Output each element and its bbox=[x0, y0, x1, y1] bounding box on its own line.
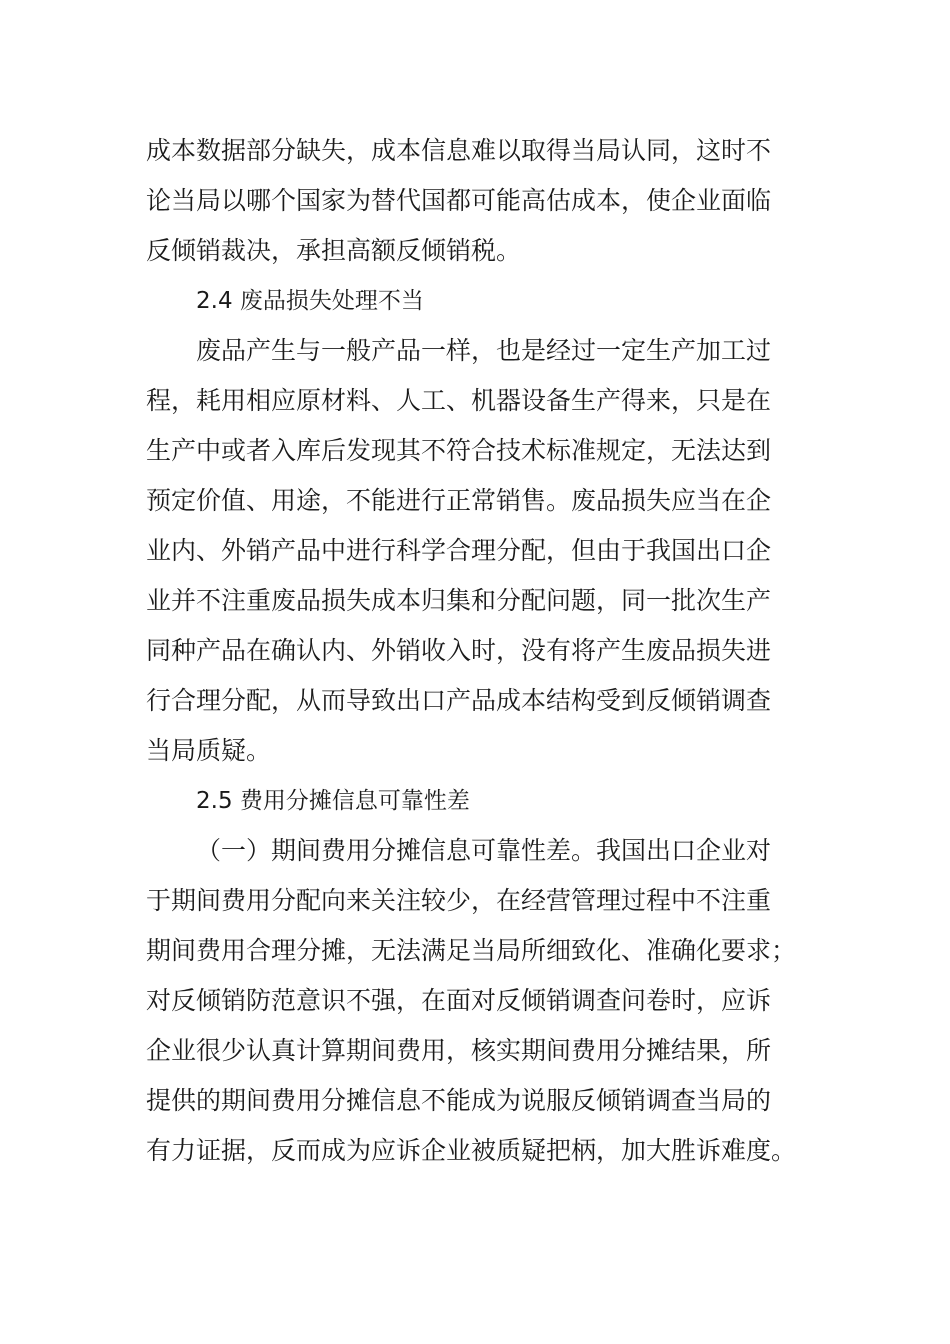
text-line: （一）期间费用分摊信息可靠性差。我国出口企业对 bbox=[196, 836, 772, 865]
text-line: 业内、外销产品中进行科学合理分配，但由于我国出口企 bbox=[146, 536, 772, 565]
text-line: 反倾销裁决，承担高额反倾销税。 bbox=[146, 236, 522, 265]
text-line: 行合理分配，从而导致出口产品成本结构受到反倾销调查 bbox=[146, 686, 772, 715]
section-heading-2-5: 2.5 费用分摊信息可靠性差 bbox=[196, 788, 470, 814]
text-line: 当局质疑。 bbox=[146, 736, 272, 765]
text-line: 于期间费用分配向来关注较少，在经营管理过程中不注重 bbox=[146, 886, 772, 915]
paragraph-continuation bbox=[146, 126, 806, 276]
text-line: 程，耗用相应原材料、人工、机器设备生产得来，只是在 bbox=[146, 386, 772, 415]
paragraph-expense-allocation bbox=[146, 826, 806, 1176]
text-line: 废品产生与一般产品一样，也是经过一定生产加工过 bbox=[196, 336, 772, 365]
text-line: 论当局以哪个国家为替代国都可能高估成本，使企业面临 bbox=[146, 186, 772, 215]
text-line: 生产中或者入库后发现其不符合技术标准规定，无法达到 bbox=[146, 436, 772, 465]
text-line: 预定价值、用途，不能进行正常销售。废品损失应当在企 bbox=[146, 486, 772, 515]
text-line: 企业很少认真计算期间费用，核实期间费用分摊结果，所 bbox=[146, 1036, 772, 1065]
text-line: 对反倾销防范意识不强，在面对反倾销调查问卷时，应诉 bbox=[146, 986, 772, 1015]
text-line: 期间费用合理分摊，无法满足当局所细致化、准确化要求； bbox=[146, 936, 797, 965]
document-body bbox=[146, 126, 806, 1176]
text-line: 有力证据，反而成为应诉企业被质疑把柄，加大胜诉难度。 bbox=[146, 1136, 797, 1165]
text-line: 提供的期间费用分摊信息不能成为说服反倾销调查当局的 bbox=[146, 1086, 772, 1115]
text-line: 成本数据部分缺失，成本信息难以取得当局认同，这时不 bbox=[146, 136, 772, 165]
text-line: 同种产品在确认内、外销收入时，没有将产生废品损失进 bbox=[146, 636, 772, 665]
section-heading-2-4: 2.4 废品损失处理不当 bbox=[196, 288, 424, 314]
text-line: 业并不注重废品损失成本归集和分配问题，同一批次生产 bbox=[146, 586, 772, 615]
paragraph-waste-loss bbox=[146, 326, 806, 776]
